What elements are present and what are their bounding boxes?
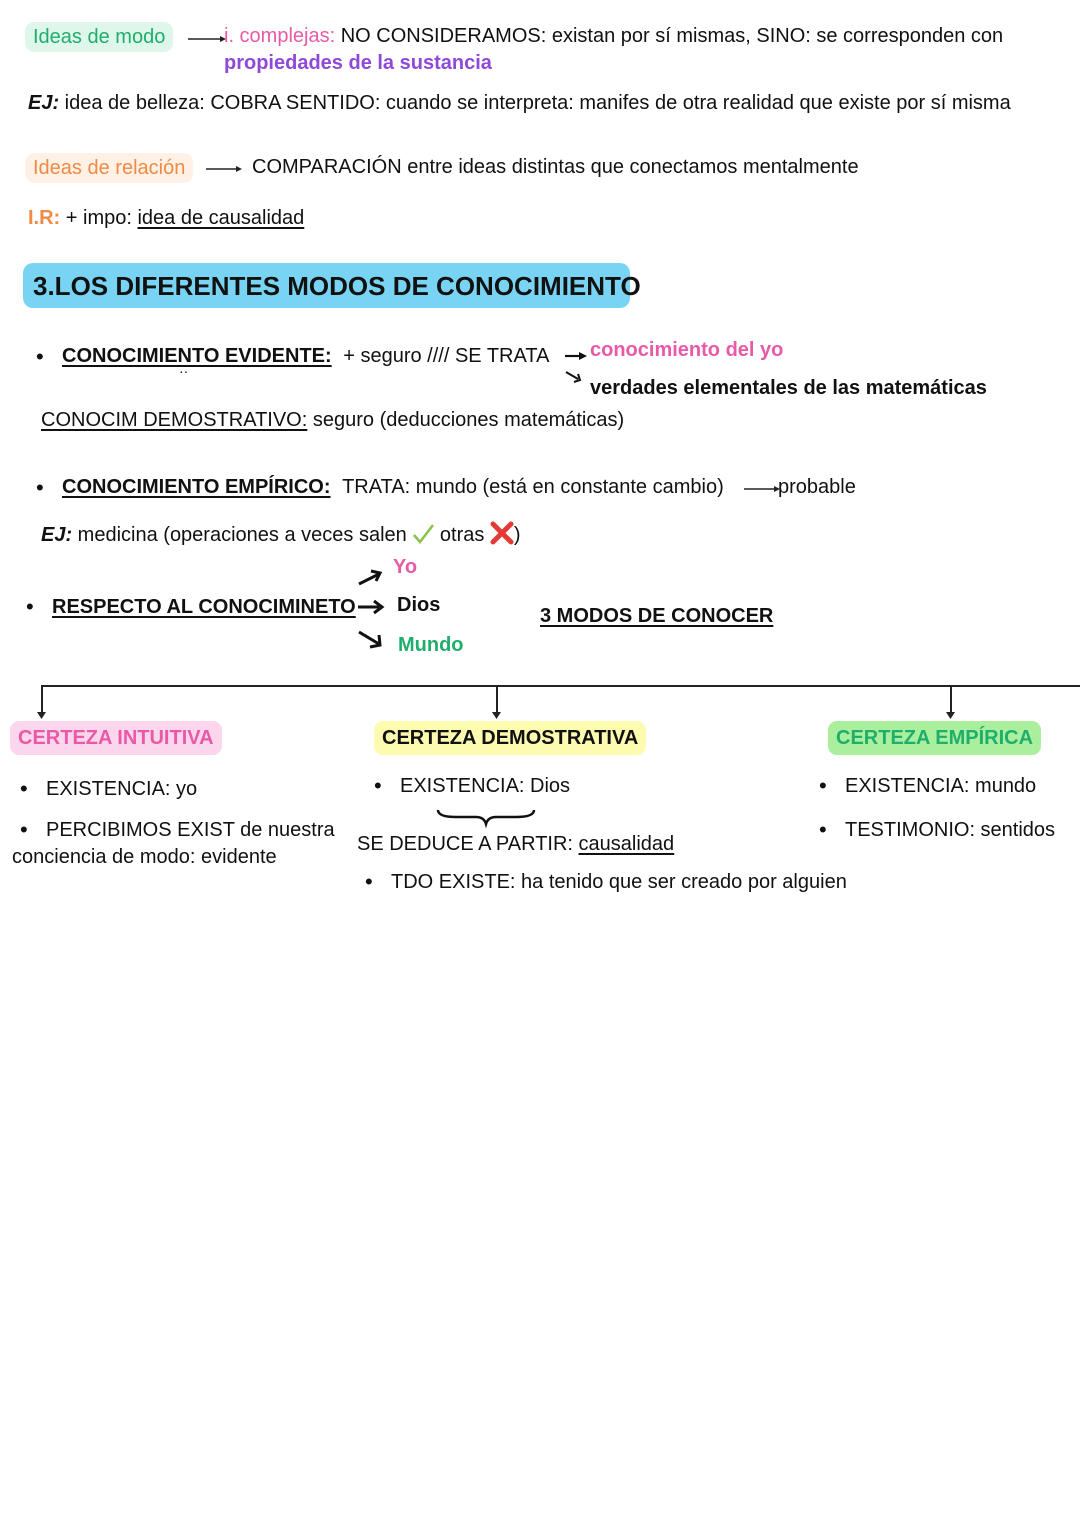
intuitiva-b1: EXISTENCIA: yo xyxy=(46,778,198,800)
evidente-target-2: verdades elementales de las matemáticas xyxy=(590,377,987,399)
empirico-result: probable xyxy=(778,476,856,498)
tree-branch-3 xyxy=(950,685,952,715)
example-2-end: ) xyxy=(513,524,521,546)
ideas-relacion-text: COMPARACIÓN entre ideas distintas que conectamos mentalmente xyxy=(252,156,859,178)
empirica-b2: TESTIMONIO: sentidos xyxy=(845,819,1056,841)
evidente-text: + seguro //// SE TRATA xyxy=(343,345,550,367)
demostrativo-label: CONOCIM DEMOSTRATIVO: xyxy=(41,409,308,431)
arrow-right-icon xyxy=(565,352,591,362)
certeza-demostrativa-title: CERTEZA DEMOSTRATIVA xyxy=(374,721,646,755)
empirico-text: TRATA: mundo (está en constante cambio) xyxy=(342,476,724,498)
ir-line xyxy=(28,205,304,231)
ir-label: I.R: xyxy=(28,207,61,229)
demostrativo-line xyxy=(41,407,624,433)
arrow-right-icon xyxy=(357,600,387,614)
ideas-modo-text: NO CONSIDERAMOS: existan por sí mismas, SINO: se corresponden con xyxy=(335,25,1004,47)
bullet: • xyxy=(819,773,827,798)
bullet: • xyxy=(365,869,373,894)
demostrativa-deduce xyxy=(357,831,674,857)
example-2-label: EJ: xyxy=(41,524,73,546)
dots-mark: ·· xyxy=(179,363,189,379)
ideas-modo-lead: i. complejas: xyxy=(224,25,336,47)
example-1-text: idea de belleza: COBRA SENTIDO: cuando se interpreta: manifes de otra realidad que existe por sí misma xyxy=(59,92,1011,114)
arrow-down-right-icon xyxy=(565,370,587,388)
modos-title: 3 MODOS DE CONOCER xyxy=(540,605,774,627)
ideas-relacion-chip: Ideas de relación xyxy=(25,153,193,183)
demostrativo-text: seguro (deducciones matemáticas) xyxy=(307,409,625,431)
tree-connector xyxy=(41,685,1080,687)
arrow-right-icon xyxy=(188,37,228,47)
example-2-mid: otras xyxy=(434,524,490,546)
demostrativa-b1: EXISTENCIA: Dios xyxy=(400,775,571,797)
evidente-label: CONOCIMIENTO EVIDENTE: xyxy=(62,345,332,367)
brace-icon xyxy=(436,808,536,828)
evidente-line xyxy=(62,343,549,369)
intuitiva-b2: PERCIBIMOS EXIST de nuestra xyxy=(46,819,335,841)
empirico-line xyxy=(62,474,724,500)
tree-branch-2 xyxy=(496,685,498,715)
empirica-b1: EXISTENCIA: mundo xyxy=(845,775,1037,797)
tree-branch-1 xyxy=(41,685,43,715)
example-2-text: medicina (operaciones a veces salen xyxy=(72,524,407,546)
certeza-intuitiva-title: CERTEZA INTUITIVA xyxy=(10,721,222,755)
arrow-up-right-icon xyxy=(357,568,385,588)
respecto-item-mundo: Mundo xyxy=(398,634,464,656)
deduce-underlined: causalidad xyxy=(578,833,675,855)
ideas-modo-chip: Ideas de modo xyxy=(25,22,173,52)
respecto-item-dios: Dios xyxy=(397,594,441,616)
respecto-item-yo: Yo xyxy=(393,556,418,578)
bullet: • xyxy=(374,773,382,798)
demostrativa-b2: TDO EXISTE: ha tenido que ser creado por alguien xyxy=(391,871,847,893)
section-title xyxy=(23,263,641,308)
evidente-target-1: conocimiento del yo xyxy=(590,339,784,361)
bullet: • xyxy=(20,776,28,801)
respecto-label: RESPECTO AL CONOCIMINETO xyxy=(52,596,356,618)
check-icon xyxy=(412,523,434,545)
ir-underlined: idea de causalidad xyxy=(137,207,305,229)
bullet: • xyxy=(36,475,44,500)
section-title-text: 3.LOS DIFERENTES MODOS DE CONOCIMIENTO xyxy=(33,271,641,301)
bullet: • xyxy=(36,344,44,369)
certeza-empirica-title: CERTEZA EMPÍRICA xyxy=(828,721,1041,755)
deduce-text: SE DEDUCE A PARTIR: xyxy=(357,833,579,855)
bullet: • xyxy=(819,817,827,842)
bullet: • xyxy=(26,594,34,619)
example-1 xyxy=(28,90,1011,116)
ideas-modo-line xyxy=(224,23,1003,49)
arrow-right-icon xyxy=(206,167,246,177)
example-2 xyxy=(41,517,521,548)
ir-text: + impo: xyxy=(60,207,138,229)
ideas-modo-bold: propiedades de la sustancia xyxy=(224,52,492,74)
example-1-label: EJ: xyxy=(28,92,60,114)
intuitiva-b2-cont: conciencia de modo: evidente xyxy=(12,846,277,868)
bullet: • xyxy=(20,817,28,842)
empirico-label: CONOCIMIENTO EMPÍRICO: xyxy=(62,476,331,498)
cross-icon xyxy=(490,521,514,545)
arrow-down-right-icon xyxy=(357,629,385,651)
